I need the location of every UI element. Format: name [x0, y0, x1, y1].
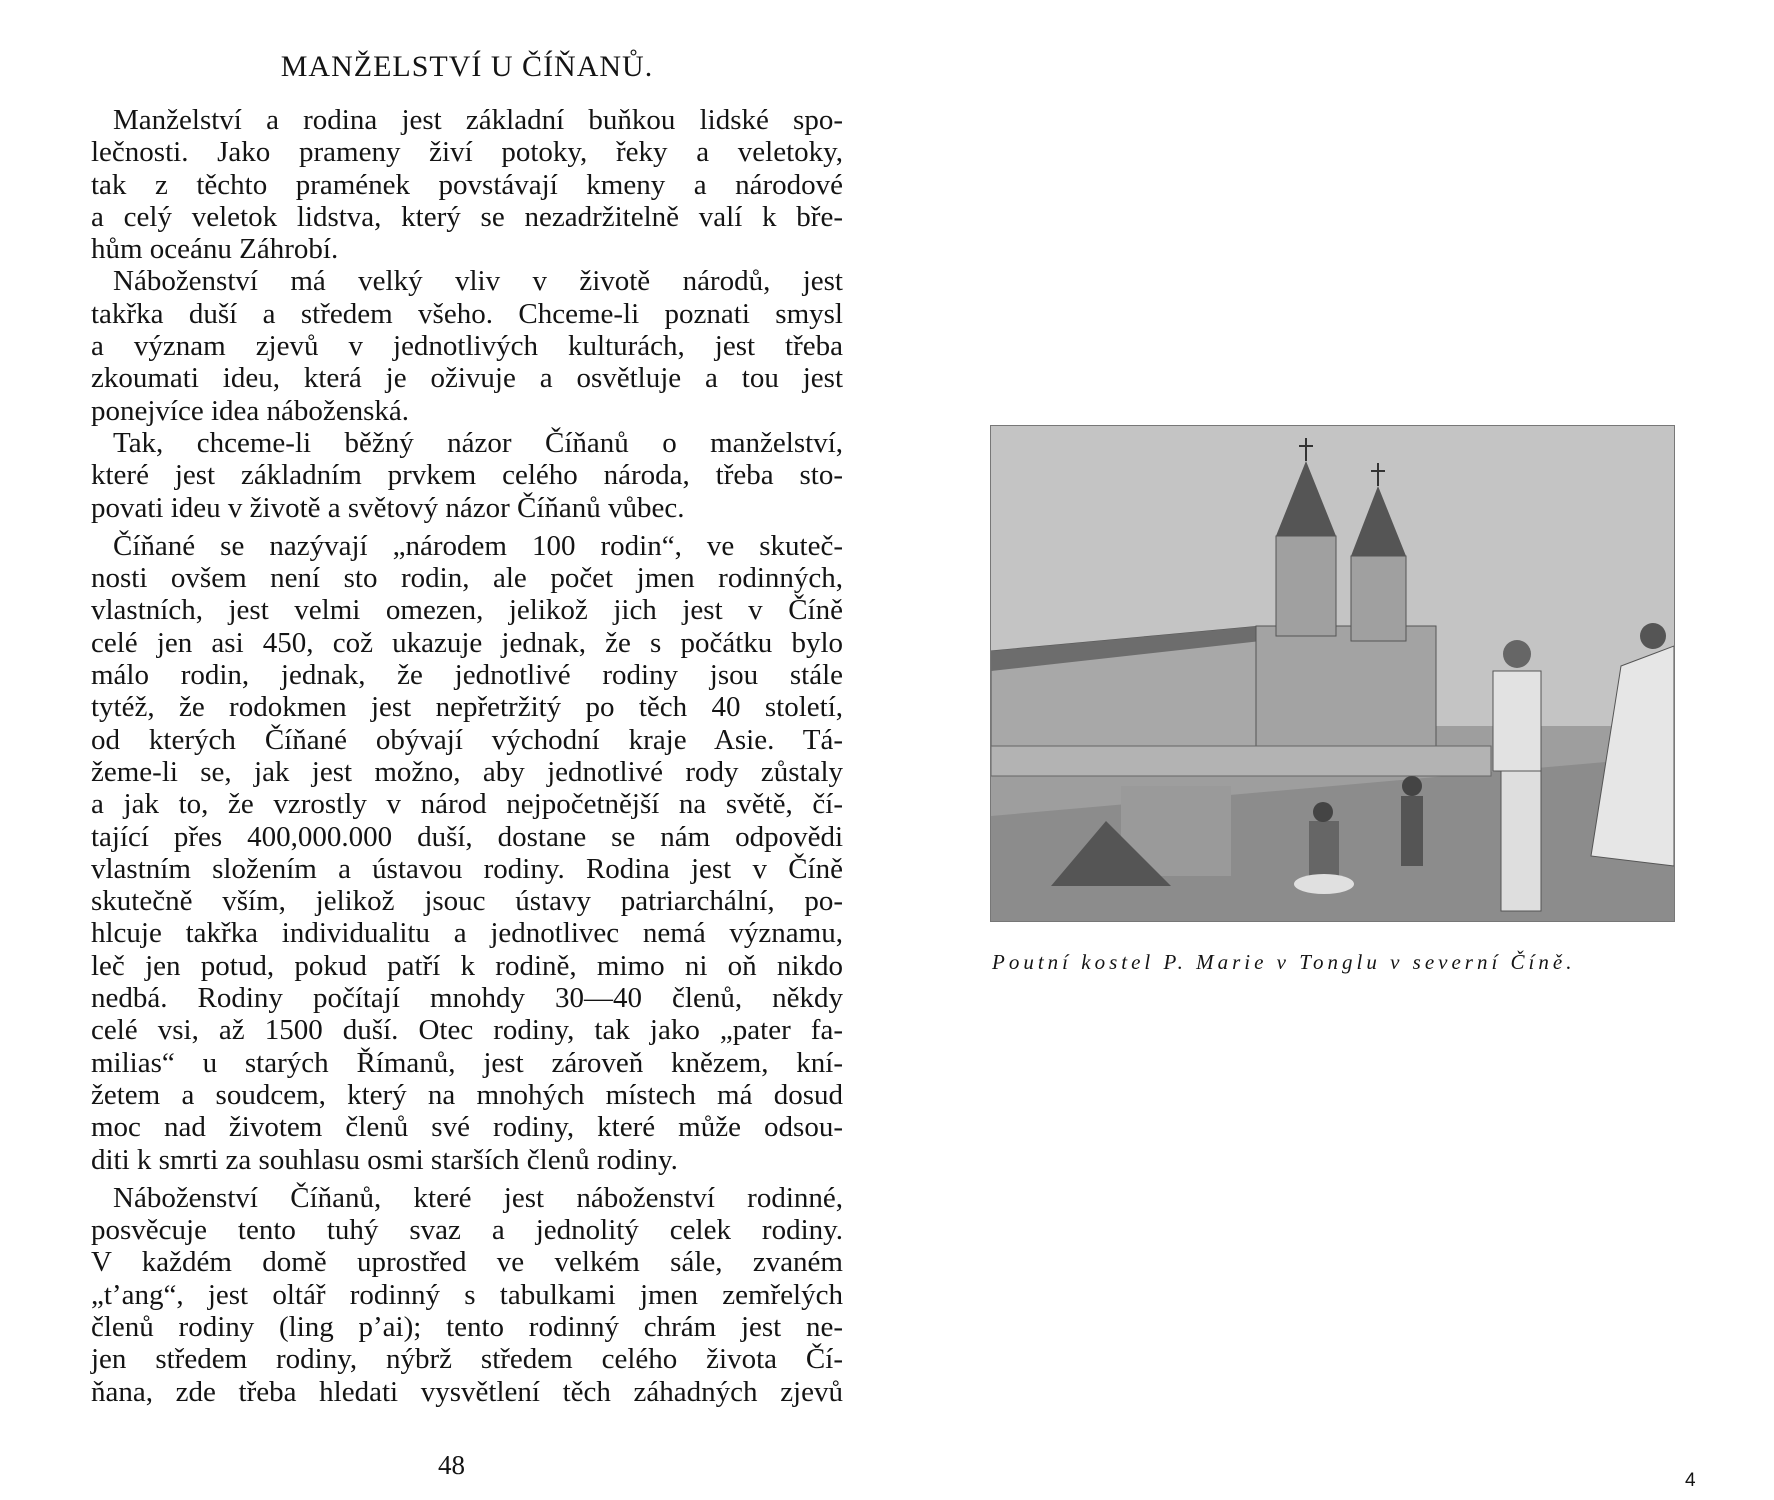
text-line: Náboženství má velký vliv v životě národů, jest: [113, 265, 843, 298]
text-line: Číňané se nazývají „národem 100 rodin“, ve skuteč-: [113, 529, 843, 562]
text-line: hlcuje takřka individualitu a jednotlivec nemá významu,: [91, 917, 843, 950]
text-line: ňana, zde třeba hledati vysvětlení těch záhadných zjevů: [91, 1375, 843, 1408]
text-line: a jak to, že vzrostly v národ nejpočetnější na světě, čí-: [91, 788, 843, 821]
text-line: vlastním složením a ústavou rodiny. Rodina jest v Číně: [91, 852, 843, 885]
text-line: ponejvíce idea náboženská.: [91, 394, 410, 427]
text-line: posvěcuje tento tuhý svaz a jednolitý celek rodiny.: [91, 1214, 843, 1247]
text-line: povati ideu v životě a světový názor Číňanů vůbec.: [91, 491, 685, 524]
page-number-right: 4: [1685, 1470, 1696, 1491]
text-line: žetem a soudcem, který na mnohých místech má dosud: [91, 1078, 843, 1111]
page-number-left: 48: [438, 1450, 465, 1480]
text-line: nedbá. Rodiny počítají mnohdy 30—40 členů, někdy: [91, 982, 843, 1015]
text-line: Náboženství Číňanů, které jest náboženství rodinné,: [113, 1181, 843, 1214]
body-text: [91, 104, 843, 1408]
church-illustration: [990, 425, 1675, 922]
text-line: vlastních, jest velmi omezen, jelikož jich jest v Číně: [91, 594, 843, 627]
text-line: tytéž, že rodokmen jest nepřetržitý po těch 40 století,: [91, 691, 843, 724]
text-line: diti k smrti za souhlasu osmi starších členů rodiny.: [91, 1143, 678, 1176]
text-line: a celý veletok lidstva, který se nezadržitelně valí k bře-: [91, 200, 843, 233]
text-line: „t’ang“, jest oltář rodinný s tabulkami jmen zemřelých: [91, 1278, 843, 1311]
paragraph: [91, 265, 843, 426]
paragraph: [91, 104, 843, 265]
text-line: které jest základním prvkem celého národa, třeba sto-: [91, 459, 843, 492]
text-line: milias“ u starých Římanů, jest zároveň knězem, kní-: [91, 1046, 843, 1079]
text-line: celé vsi, až 1500 duší. Otec rodiny, tak jako „pater fa-: [91, 1014, 843, 1047]
text-line: členů rodiny (ling p’ai); tento rodinný chrám jest ne-: [91, 1310, 843, 1343]
text-line: V každém domě uprostřed ve velkém sále, zvaném: [91, 1246, 843, 1279]
text-line: jen středem rodiny, nýbrž středem celého života Čí-: [91, 1343, 843, 1376]
paragraph: [91, 427, 843, 524]
text-line: moc nad životem členů své rodiny, které může odsou-: [91, 1111, 843, 1144]
text-line: celé jen asi 450, což ukazuje jednak, že s počátku bylo: [91, 626, 843, 659]
text-line: Tak, chceme-li běžný názor Číňanů o manželství,: [113, 426, 843, 459]
paragraph: [91, 530, 843, 1176]
text-line: skutečně vším, jelikož jsouc ústavy patriarchální, po-: [91, 885, 843, 918]
chapter-title: MANŽELSTVÍ U ČÍŇANŮ.: [280, 50, 654, 83]
text-line: žeme-li se, jak jest možno, aby jednotlivé rody zůstaly: [91, 755, 843, 788]
text-line: tak z těchto pramének povstávají kmeny a národové: [91, 168, 843, 201]
text-line: a význam zjevů v jednotlivých kulturách, jest třeba: [91, 330, 843, 363]
text-line: Manželství a rodina jest základní buňkou lidské spo-: [113, 104, 843, 136]
text-line: lečnosti. Jako prameny živí potoky, řeky a veletoky,: [91, 136, 843, 169]
text-line: zkoumati ideu, která je oživuje a osvětluje a tou jest: [91, 362, 843, 395]
text-line: tající přes 400,000.000 duší, dostane se nám odpovědi: [91, 820, 843, 853]
text-line: málo rodin, jednak, že jednotlivé rodiny jsou stále: [91, 659, 843, 692]
text-line: nosti ovšem není sto rodin, ale počet jmen rodinných,: [91, 562, 843, 595]
photo-caption: Poutní kostel P. Marie v Tonglu v severní Číně.: [992, 950, 1576, 974]
text-line: hům oceánu Záhrobí.: [91, 233, 339, 266]
text-line: od kterých Číňané obývají východní kraje Asie. Tá-: [91, 723, 843, 756]
text-line: takřka duší a středem všeho. Chceme-li poznati smysl: [91, 297, 843, 330]
text-line: leč jen potud, pokud patří k rodině, mimo ni oň nikdo: [91, 949, 843, 982]
paragraph: [91, 1182, 843, 1408]
